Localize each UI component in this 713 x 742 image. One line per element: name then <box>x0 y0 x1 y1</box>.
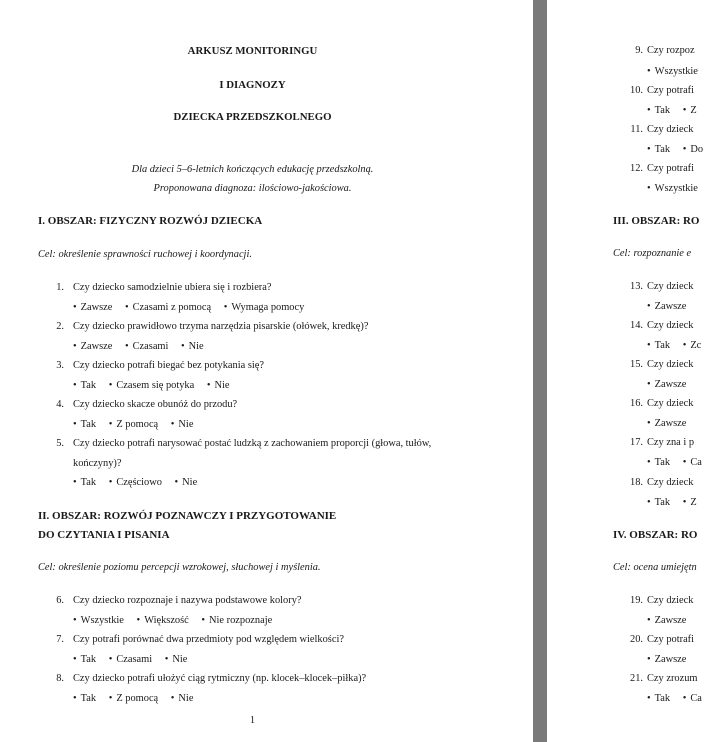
answer-option[interactable]: • Nie <box>181 341 204 352</box>
answer-option[interactable]: • Nie rozpoznaje <box>201 615 272 626</box>
answer-options <box>647 183 708 194</box>
question-number: 1. <box>56 282 64 293</box>
section-3-goal: Cel: rozpoznanie e <box>613 248 692 259</box>
question-number: 15. <box>630 359 643 370</box>
question-number: 12. <box>630 163 643 174</box>
question-number: 2. <box>56 321 64 332</box>
answer-option[interactable]: • Tak <box>647 693 670 704</box>
question-number: 8. <box>56 673 64 684</box>
section-4-goal: Cel: ocena umiejętn <box>613 562 697 573</box>
answer-option[interactable]: • Zawsze <box>73 341 112 352</box>
answer-options <box>73 477 207 488</box>
answer-options <box>73 654 197 665</box>
question-number: 18. <box>630 477 643 488</box>
answer-option[interactable]: • Zawsze <box>73 302 112 313</box>
intro-line-1: Dla dzieci 5–6-letnich kończących edukację przedszkolną. <box>131 164 374 175</box>
question-text: Czy dzieck <box>647 281 694 292</box>
question-text: Czy potrafi <box>647 634 695 645</box>
question-text: Czy dzieck <box>647 477 694 488</box>
answer-option[interactable]: • Zc <box>683 340 702 351</box>
document-title-line-3: DZIECKA PRZEDSZKOLNEGO <box>173 111 332 123</box>
document-title-line-1: ARKUSZ MONITORINGU <box>187 45 318 57</box>
question-text: Czy potrafi porównać dwa przedmioty pod względem wielkości? <box>73 634 344 645</box>
answer-option[interactable]: • Wymaga pomocy <box>224 302 305 313</box>
section-2-heading-line-1: II. OBSZAR: ROZWÓJ POZNAWCZY I PRZYGOTOWANIE <box>38 510 337 522</box>
answer-option[interactable]: • Tak <box>647 144 670 155</box>
intro-line-2: Proponowana diagnoza: ilościowo-jakościowa. <box>153 183 352 194</box>
answer-option[interactable]: • Częściowo <box>109 477 162 488</box>
question-number: 3. <box>56 360 64 371</box>
answer-option[interactable]: • Ca <box>683 693 702 704</box>
answer-option[interactable]: • Większość <box>137 615 189 626</box>
question-text: Czy dziecko potrafi narysować postać ludzką z zachowaniem proporcji (głowa, tułów, <box>73 438 432 449</box>
section-2-heading-line-2: DO CZYTANIA I PISANIA <box>38 529 170 541</box>
answer-option[interactable]: • Tak <box>647 340 670 351</box>
section-1-heading: I. OBSZAR: FIZYCZNY ROZWÓJ DZIECKA <box>38 215 263 227</box>
question-text: Czy dzieck <box>647 359 694 370</box>
answer-option[interactable]: • Czasami z pomocą <box>125 302 211 313</box>
section-4-heading: IV. OBSZAR: RO <box>613 529 698 541</box>
answer-option[interactable]: • Tak <box>73 654 96 665</box>
answer-option[interactable]: • Z <box>683 105 697 116</box>
answer-option[interactable]: • Nie <box>175 477 198 488</box>
answer-option[interactable]: • Tak <box>73 419 96 430</box>
answer-option[interactable]: • Zawsze <box>647 379 686 390</box>
question-number: 6. <box>56 595 64 606</box>
answer-option[interactable]: • Z pomocą <box>109 693 158 704</box>
answer-options <box>647 693 712 704</box>
answer-option[interactable]: • Czasami <box>125 341 168 352</box>
question-text-continued: kończyny)? <box>73 458 122 469</box>
answer-option[interactable]: • Ca <box>683 457 702 468</box>
answer-options <box>647 615 696 626</box>
question-text: Czy dziecko potrafi ułożyć ciąg rytmiczny (np. klocek–klocek–piłka)? <box>73 673 367 684</box>
answer-options <box>647 654 696 665</box>
answer-option[interactable]: • Tak <box>73 477 96 488</box>
document-title-line-2: I DIAGNOZY <box>219 79 286 91</box>
question-number: 16. <box>630 398 643 409</box>
answer-options <box>647 379 696 390</box>
page-number: 1 <box>249 715 256 726</box>
question-number: 5. <box>56 438 64 449</box>
answer-options <box>647 457 712 468</box>
question-number: 11. <box>630 124 643 135</box>
answer-option[interactable]: • Czasem się potyka <box>109 380 195 391</box>
answer-options <box>647 340 711 351</box>
answer-option[interactable]: • Z pomocą <box>109 419 158 430</box>
answer-option[interactable]: • Czasami <box>109 654 152 665</box>
question-number: 14. <box>630 320 643 331</box>
section-2-goal: Cel: określenie poziomu percepcji wzrokowej, słuchowej i myślenia. <box>38 562 321 573</box>
answer-option[interactable]: • Tak <box>73 693 96 704</box>
answer-option[interactable]: • Zawsze <box>647 615 686 626</box>
answer-option[interactable]: • Nie <box>171 693 194 704</box>
answer-options <box>647 105 707 116</box>
document-page-2 <box>547 0 704 742</box>
answer-option[interactable]: • Nie <box>165 654 188 665</box>
answer-option[interactable]: • Tak <box>647 497 670 508</box>
question-number: 13. <box>630 281 643 292</box>
answer-options <box>73 419 203 430</box>
question-text: Czy dziecko samodzielnie ubiera się i rozbiera? <box>73 282 272 293</box>
answer-options <box>647 144 713 155</box>
answer-option[interactable]: • Wszystkie <box>647 66 698 77</box>
answer-options <box>647 418 696 429</box>
question-text: Czy dzieck <box>647 398 694 409</box>
answer-option[interactable]: • Nie <box>207 380 230 391</box>
question-text: Czy potrafi <box>647 85 695 96</box>
answer-option[interactable]: • Tak <box>73 380 96 391</box>
question-number: 17. <box>630 437 643 448</box>
question-text: Czy zrozum <box>647 673 698 684</box>
section-1-goal: Cel: określenie sprawności ruchowej i koordynacji. <box>38 249 252 260</box>
answer-option[interactable]: • Zawsze <box>647 301 686 312</box>
answer-options <box>73 341 214 352</box>
answer-options <box>647 66 708 77</box>
question-number: 21. <box>630 673 643 684</box>
section-3-heading: III. OBSZAR: RO <box>613 215 700 227</box>
answer-option[interactable]: • Tak <box>647 105 670 116</box>
answer-option[interactable]: • Z <box>683 497 697 508</box>
question-text: Czy potrafi <box>647 163 695 174</box>
answer-options <box>647 301 696 312</box>
answer-options <box>73 693 203 704</box>
answer-option[interactable]: • Wszystkie <box>73 615 124 626</box>
question-number: 10. <box>630 85 643 96</box>
question-text: Czy dziecko skacze obunóż do przodu? <box>73 399 238 410</box>
answer-option[interactable]: • Zawsze <box>647 418 686 429</box>
question-number: 7. <box>56 634 64 645</box>
answer-option[interactable]: • Tak <box>647 457 670 468</box>
question-text: Czy dziecko prawidłowo trzyma narzędzia pisarskie (ołówek, kredkę)? <box>73 321 369 332</box>
question-text: Czy dzieck <box>647 124 694 135</box>
question-number: 20. <box>630 634 643 645</box>
question-text: Czy dzieck <box>647 595 694 606</box>
question-number: 4. <box>56 399 64 410</box>
page-gap-divider <box>533 0 547 742</box>
answer-option[interactable]: • Do <box>683 144 703 155</box>
answer-option[interactable]: • Wszystkie <box>647 183 698 194</box>
answer-option[interactable]: • Nie <box>171 419 194 430</box>
answer-options <box>73 615 282 626</box>
question-text: Czy rozpoz <box>647 45 695 56</box>
question-number: 19. <box>630 595 643 606</box>
answer-options <box>647 497 707 508</box>
question-text: Czy dziecko potrafi biegać bez potykania się? <box>73 360 264 371</box>
question-text: Czy zna i p <box>647 437 695 448</box>
answer-options <box>73 380 240 391</box>
question-number: 9. <box>635 45 643 56</box>
answer-option[interactable]: • Zawsze <box>647 654 686 665</box>
answer-options <box>73 302 314 313</box>
question-text: Czy dzieck <box>647 320 694 331</box>
question-text: Czy dziecko rozpoznaje i nazywa podstawowe kolory? <box>73 595 302 606</box>
